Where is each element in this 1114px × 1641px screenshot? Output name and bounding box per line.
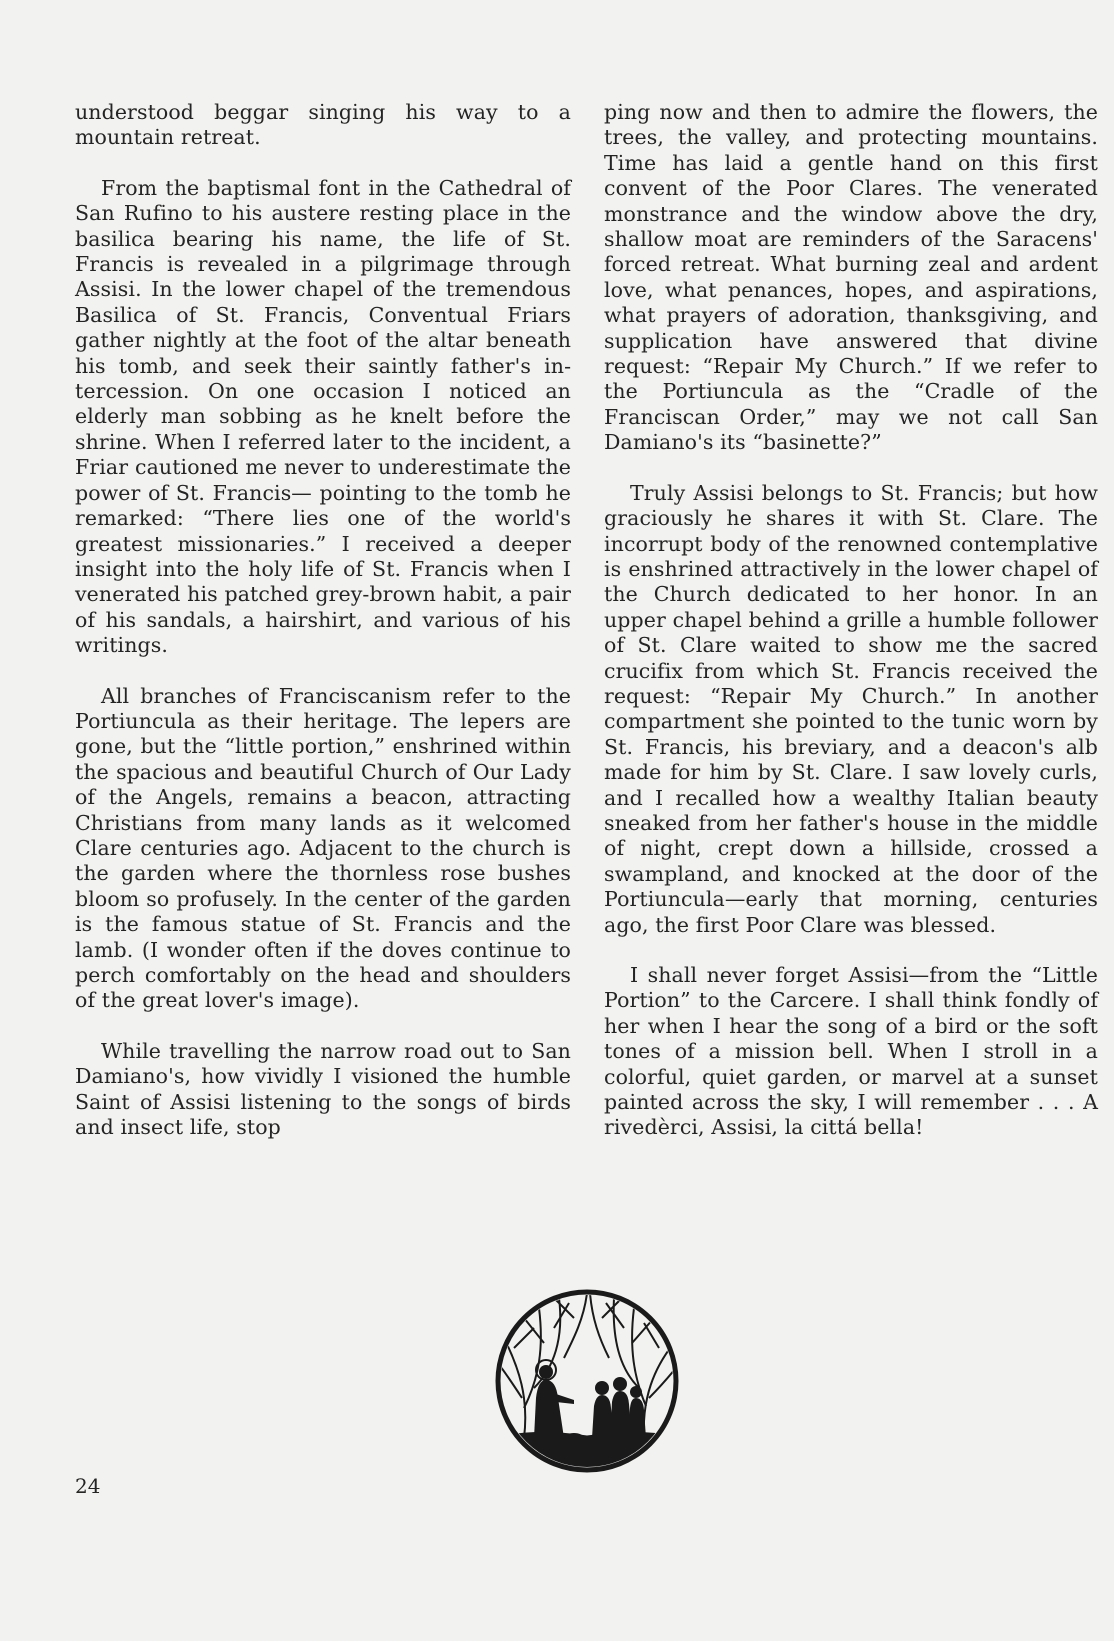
paragraph: ping now and then to admire the flowers, the trees, the valley, and protecting mountains. Time has laid a gentle hand on this first convent of the Poor Clares. The venerated monstrance and the window above the dry, shallow moat are reminders of the Saracens' forced retreat. What burning zeal and ardent love, what penances, hopes, and aspirations, what prayers of adoration, thanksgiving, and supplication have answered that divine request: “Repair My Church.” If we refer to the Portiuncula as the “Cradle of the Franciscan Order,” may we not call San Damiano's its “basinette?” <box>604 100 1098 455</box>
paragraph: understood beggar singing his way to a mountain retreat. <box>75 100 571 150</box>
paragraph: I shall never forget Assisi—from the “Little Portion” to the Carcere. I shall think fondly of her when I hear the song of a bird or the soft tones of a mission bell. When I stroll in a colorful, quiet garden, or marvel at a sunset painted across the sky, I will remember . . . A rivedèrci, Assisi, la cittá bella! <box>604 963 1098 1140</box>
paragraph: While travelling the narrow road out to San Damiano's, how vividly I visioned the humble Saint of Assisi listening to the songs of birds and insect life, stop <box>75 1038 571 1140</box>
left-column <box>75 100 571 1165</box>
paragraph: From the baptismal font in the Cathedral of San Rufino to his austere resting place in the basilica bearing his name, the life of St. Francis is revealed in a pilgrimage through Assisi. In the lower chapel of the tremendous Basilica of St. Francis, Conventual Friars gather nightly at the foot of the altar beneath his tomb, and seek their saintly father's intercession. On one occasion I noticed an elderly man sobbing as he knelt before the shrine. When I referred later to the incident, a Friar cautioned me never to underestimate the power of St. Francis— pointing to the tomb he remarked: “There lies one of the world's greatest missionaries.” I received a deeper insight into the holy life of St. Francis when I venerated his patched grey-brown habit, a pair of his sandals, a hairshirt, and various of his writings. <box>75 175 571 658</box>
right-column <box>604 100 1098 1166</box>
paragraph: Truly Assisi belongs to St. Francis; but how graciously he shares it with St. Clare. The incorrupt body of the renowned contemplative is enshrined attractively in the lower chapel of the Church dedicated to her honor. In an upper chapel behind a grille a humble follower of St. Clare waited to show me the sacred crucifix from which St. Francis received the request: “Repair My Church.” In another compartment she pointed to the tunic worn by St. Francis, his breviary, and a deacon's alb made for him by St. Clare. I saw lovely curls, and I recalled how a wealthy Italian beauty sneaked from her father's house in the middle of night, crept down a hillside, crossed a swampland, and knocked at the door of the Portiuncula—early that morning, centuries ago, the first Poor Clare was blessed. <box>604 480 1098 937</box>
saint-francis-emblem-icon <box>494 1288 680 1474</box>
paragraph: All branches of Franciscanism refer to the Portiuncula as their heritage. The lepers are gone, but the “little portion,” enshrined within the spacious and beautiful Church of Our Lady of the Angels, remains a beacon, attracting Christians from many lands as it welcomed Clare centuries ago. Adjacent to the church is the garden where the thornless rose bushes bloom so profusely. In the center of the garden is the famous statue of St. Francis and the lamb. (I wonder often if the doves continue to perch comfortably on the head and shoulders of the great lover's image). <box>75 683 571 1013</box>
page-number: 24 <box>75 1474 101 1498</box>
